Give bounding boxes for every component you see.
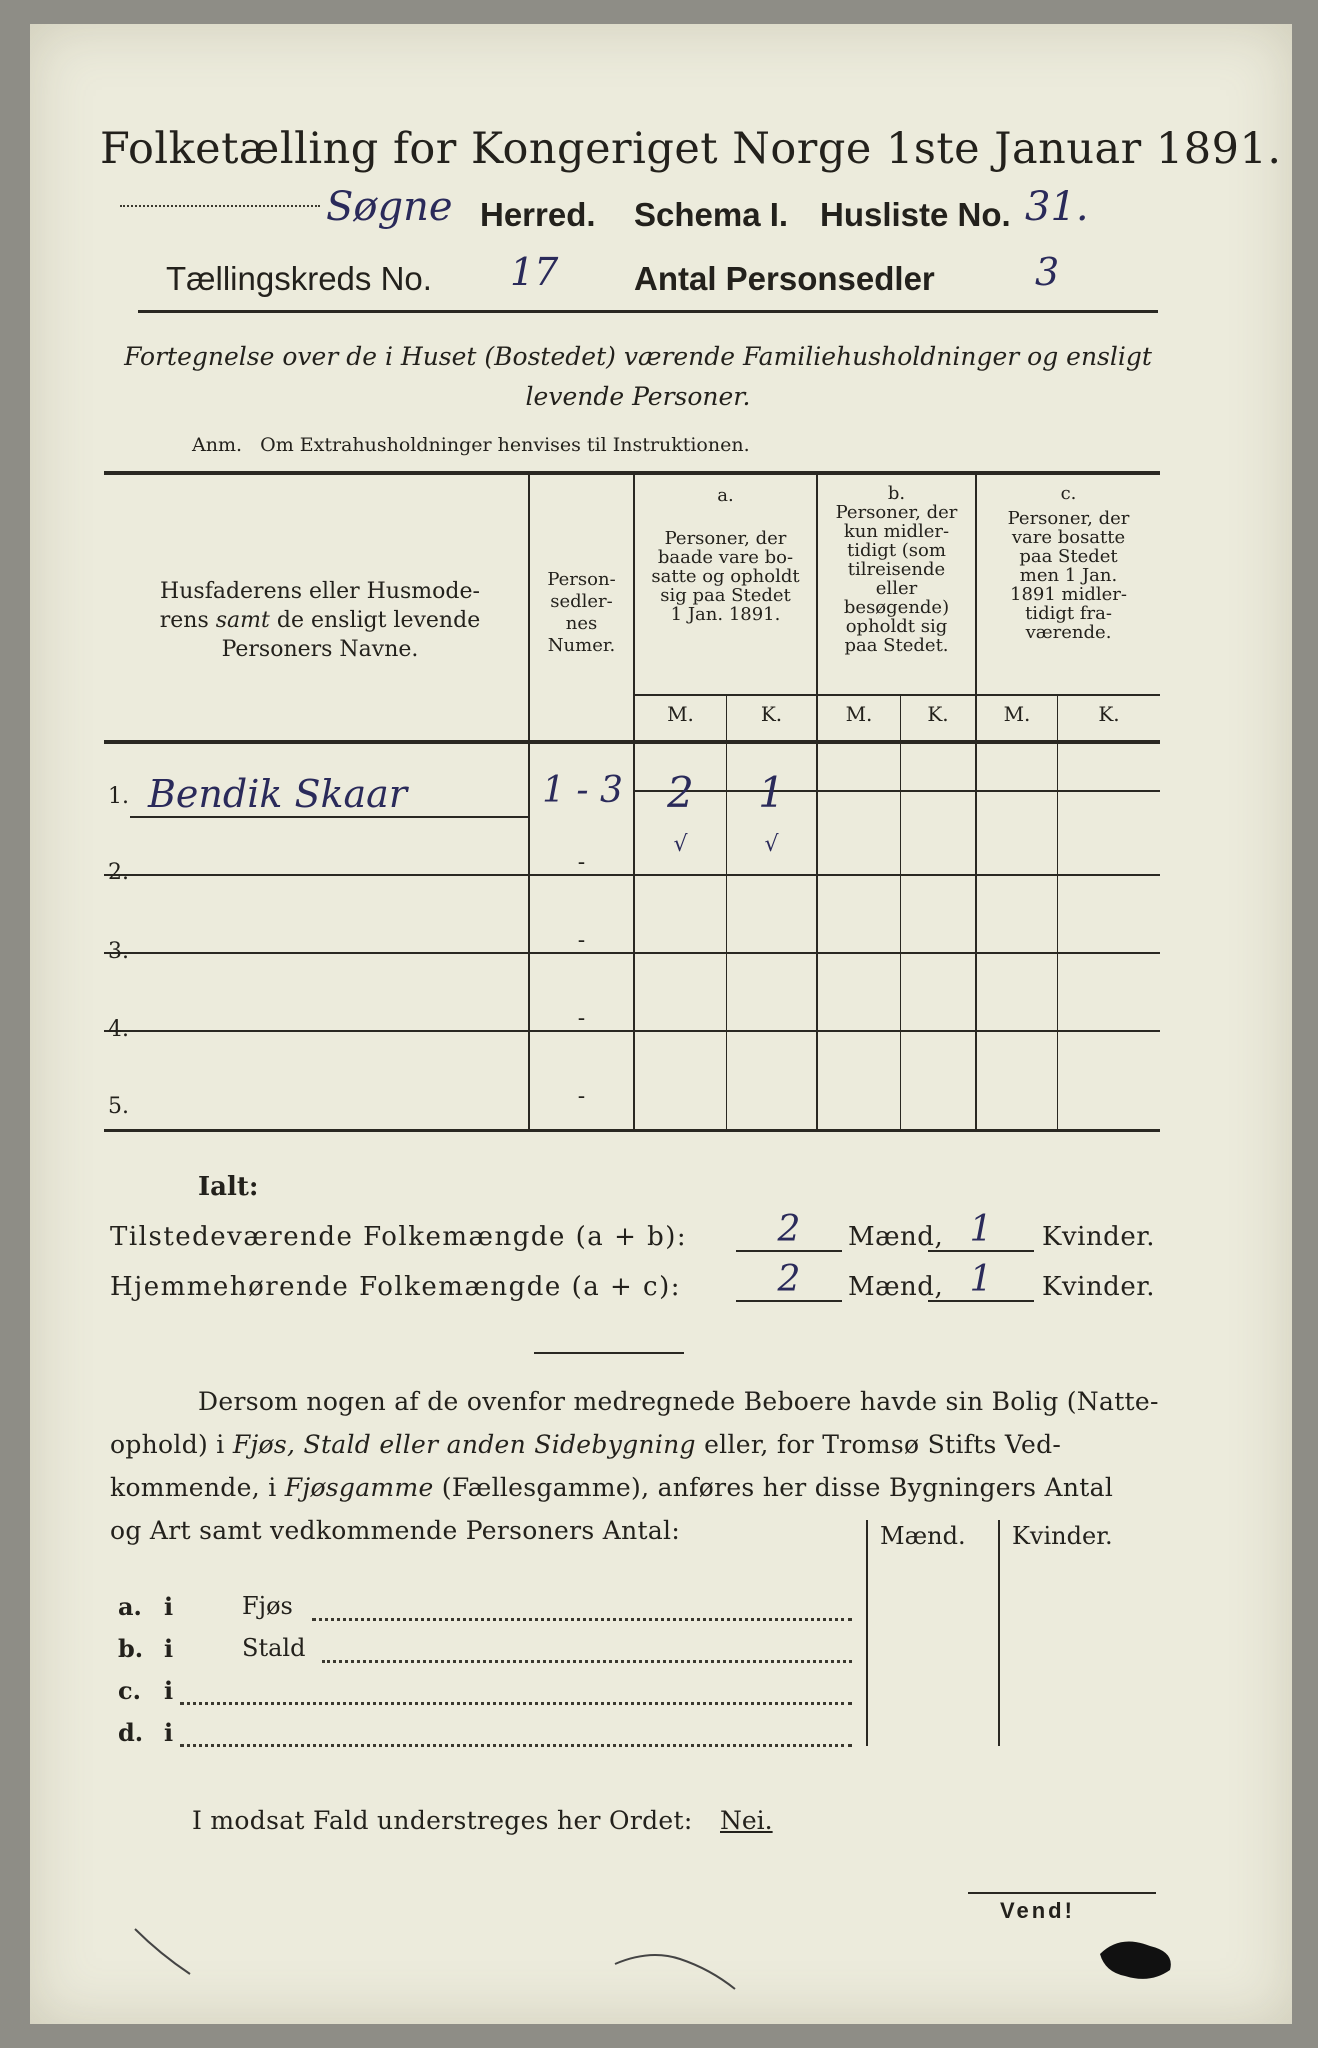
vend-label: Vend! [1000,1898,1075,1923]
bolig-item-letter: d. [118,1718,144,1747]
col-c-k: K. [1098,702,1120,726]
schema-label: Schema I. [634,196,789,233]
bolig-item-label: Fjøs [242,1592,293,1620]
pencil-mark [610,1944,750,1994]
row-line [130,816,528,818]
col-b-header: b. Personer, der kun midler- tidigt (som tilreisende eller besøgende) opholdt sig paa Stedet. [835,483,958,656]
total-resident-men: 2 [736,1260,842,1302]
anm-note: Anm. Om Extrahusholdninger henvises til Instruktionen. [192,434,750,456]
husliste-value: 31. [1025,184,1089,230]
vend-rule [968,1892,1156,1894]
bolig-col-kvinder: Kvinder. [1012,1522,1113,1550]
antal-label: Antal Personsedler [634,260,935,297]
bolig-item-i: i [164,1676,174,1705]
total-present-label: Tilstedeværende Folkemængde (a + b): [110,1222,688,1252]
row-number: 3. [108,939,129,964]
bolig-item-i: i [164,1592,174,1621]
col-name-header: Husfaderens eller Husmode- rens samt de ensligt levende Personers Navne. [159,579,481,662]
table-vline-mk [900,696,901,1129]
bolig-paragraph: Dersom nogen af de ovenfor medregnede Beboere havde sin Bolig (Natte- ophold) i Fjøs, Stald eller anden Sidebygning eller, for Tromsø Stifts Ved- kommende, i Fjøsgamme (Fællesgamme), anføres her disse Bygningers Antal og Art samt vedkommende Personers Antal: [110,1387,1159,1545]
row-number: 4. [108,1017,129,1042]
modsat-label: I modsat Fald understreges her Ordet: [192,1806,693,1835]
bolig-col-maend: Mænd. [880,1522,966,1550]
bolig-dot-leader [312,1618,852,1621]
bolig-item-label: Stald [242,1634,306,1662]
col-b-k: K. [927,702,949,726]
bolig-item-i: i [164,1634,174,1663]
total-present-maend: Mænd, [848,1222,944,1252]
total-present-kvinder: Kvinder. [1042,1222,1156,1252]
row-a-k: 1 [758,768,785,817]
row-personsedler-number: - [577,928,586,953]
ialt-label: Ialt: [198,1172,259,1202]
bolig-dot-leader [180,1744,852,1747]
table-vline-mk [1057,696,1058,1129]
col-a-k: K. [760,702,783,726]
intro-line-2: levende Personer. [525,382,751,411]
table-vline-mk [726,696,727,1129]
row-personsedler-number: - [577,850,586,875]
col-a-m: M. [667,702,694,726]
row-number: 2. [108,860,129,885]
kreds-value: 17 [510,250,559,294]
row-personsedler-number: - [577,1084,586,1109]
total-resident-label: Hjemmehørende Folkemængde (a + c): [110,1272,681,1302]
bolig-item-i: i [164,1718,174,1747]
total-resident-women: 1 [928,1260,1034,1302]
modsat-word: Nei. [720,1806,773,1835]
total-present-men: 2 [736,1210,842,1252]
bolig-vline [998,1520,1000,1746]
bolig-dot-leader [180,1702,852,1705]
kreds-label: Tællingskreds No. [166,260,432,297]
herred-leader [120,192,320,211]
mk-rule [635,694,1160,696]
husliste-label: Husliste No. [820,196,1011,233]
ink-blot [1080,1924,1190,1994]
bolig-dot-leader [322,1660,852,1663]
row-a-k-check: √ [764,832,779,857]
pencil-mark [130,1924,210,1984]
intro-line-1: Fortegnelse over de i Huset (Bostedet) værende Familiehusholdninger og ensligt [124,342,1152,371]
header-rule [138,310,1158,313]
bolig-item-letter: b. [118,1634,144,1663]
col-num-header: Person- sedler- nes Numer. [547,569,616,656]
form-title: Folketælling for Kongeriget Norge 1ste Januar 1891. [100,124,1282,174]
total-present-women: 1 [928,1210,1034,1252]
herred-label: Herred. [480,196,596,233]
section-divider [534,1352,684,1354]
bolig-vline [866,1520,868,1746]
col-a-header: a. Personer, der baade vare bo- satte og opholdt sig paa Stedet 1 Jan. 1891. [651,485,800,625]
col-b-m: M. [845,702,873,726]
row-name: Bendik Skaar [148,772,408,816]
census-sheet [30,24,1292,2024]
total-resident-maend: Mænd, [848,1272,944,1302]
row-personsedler-number: 1 - 3 [542,770,623,811]
total-resident-kvinder: Kvinder. [1042,1272,1156,1302]
col-c-m: M. [1003,702,1031,726]
bolig-item-letter: c. [118,1676,141,1705]
row-number: 1. [108,784,129,809]
table-top-rule [104,471,1160,475]
bolig-item-letter: a. [118,1592,142,1621]
row-personsedler-number: - [577,1006,586,1031]
row-a-m: 2 [667,768,694,817]
table-bottom-rule [104,1129,1160,1132]
herred-value: Søgne [326,184,453,230]
row-number: 5. [108,1094,129,1119]
antal-value: 3 [1035,250,1060,294]
row-a-m-check: √ [673,832,688,857]
table-header-rule [104,740,1160,744]
col-c-header: c. Personer, der vare bosatte paa Stedet men 1 Jan. 1891 midler- tidigt fra- værende. [1007,483,1130,643]
